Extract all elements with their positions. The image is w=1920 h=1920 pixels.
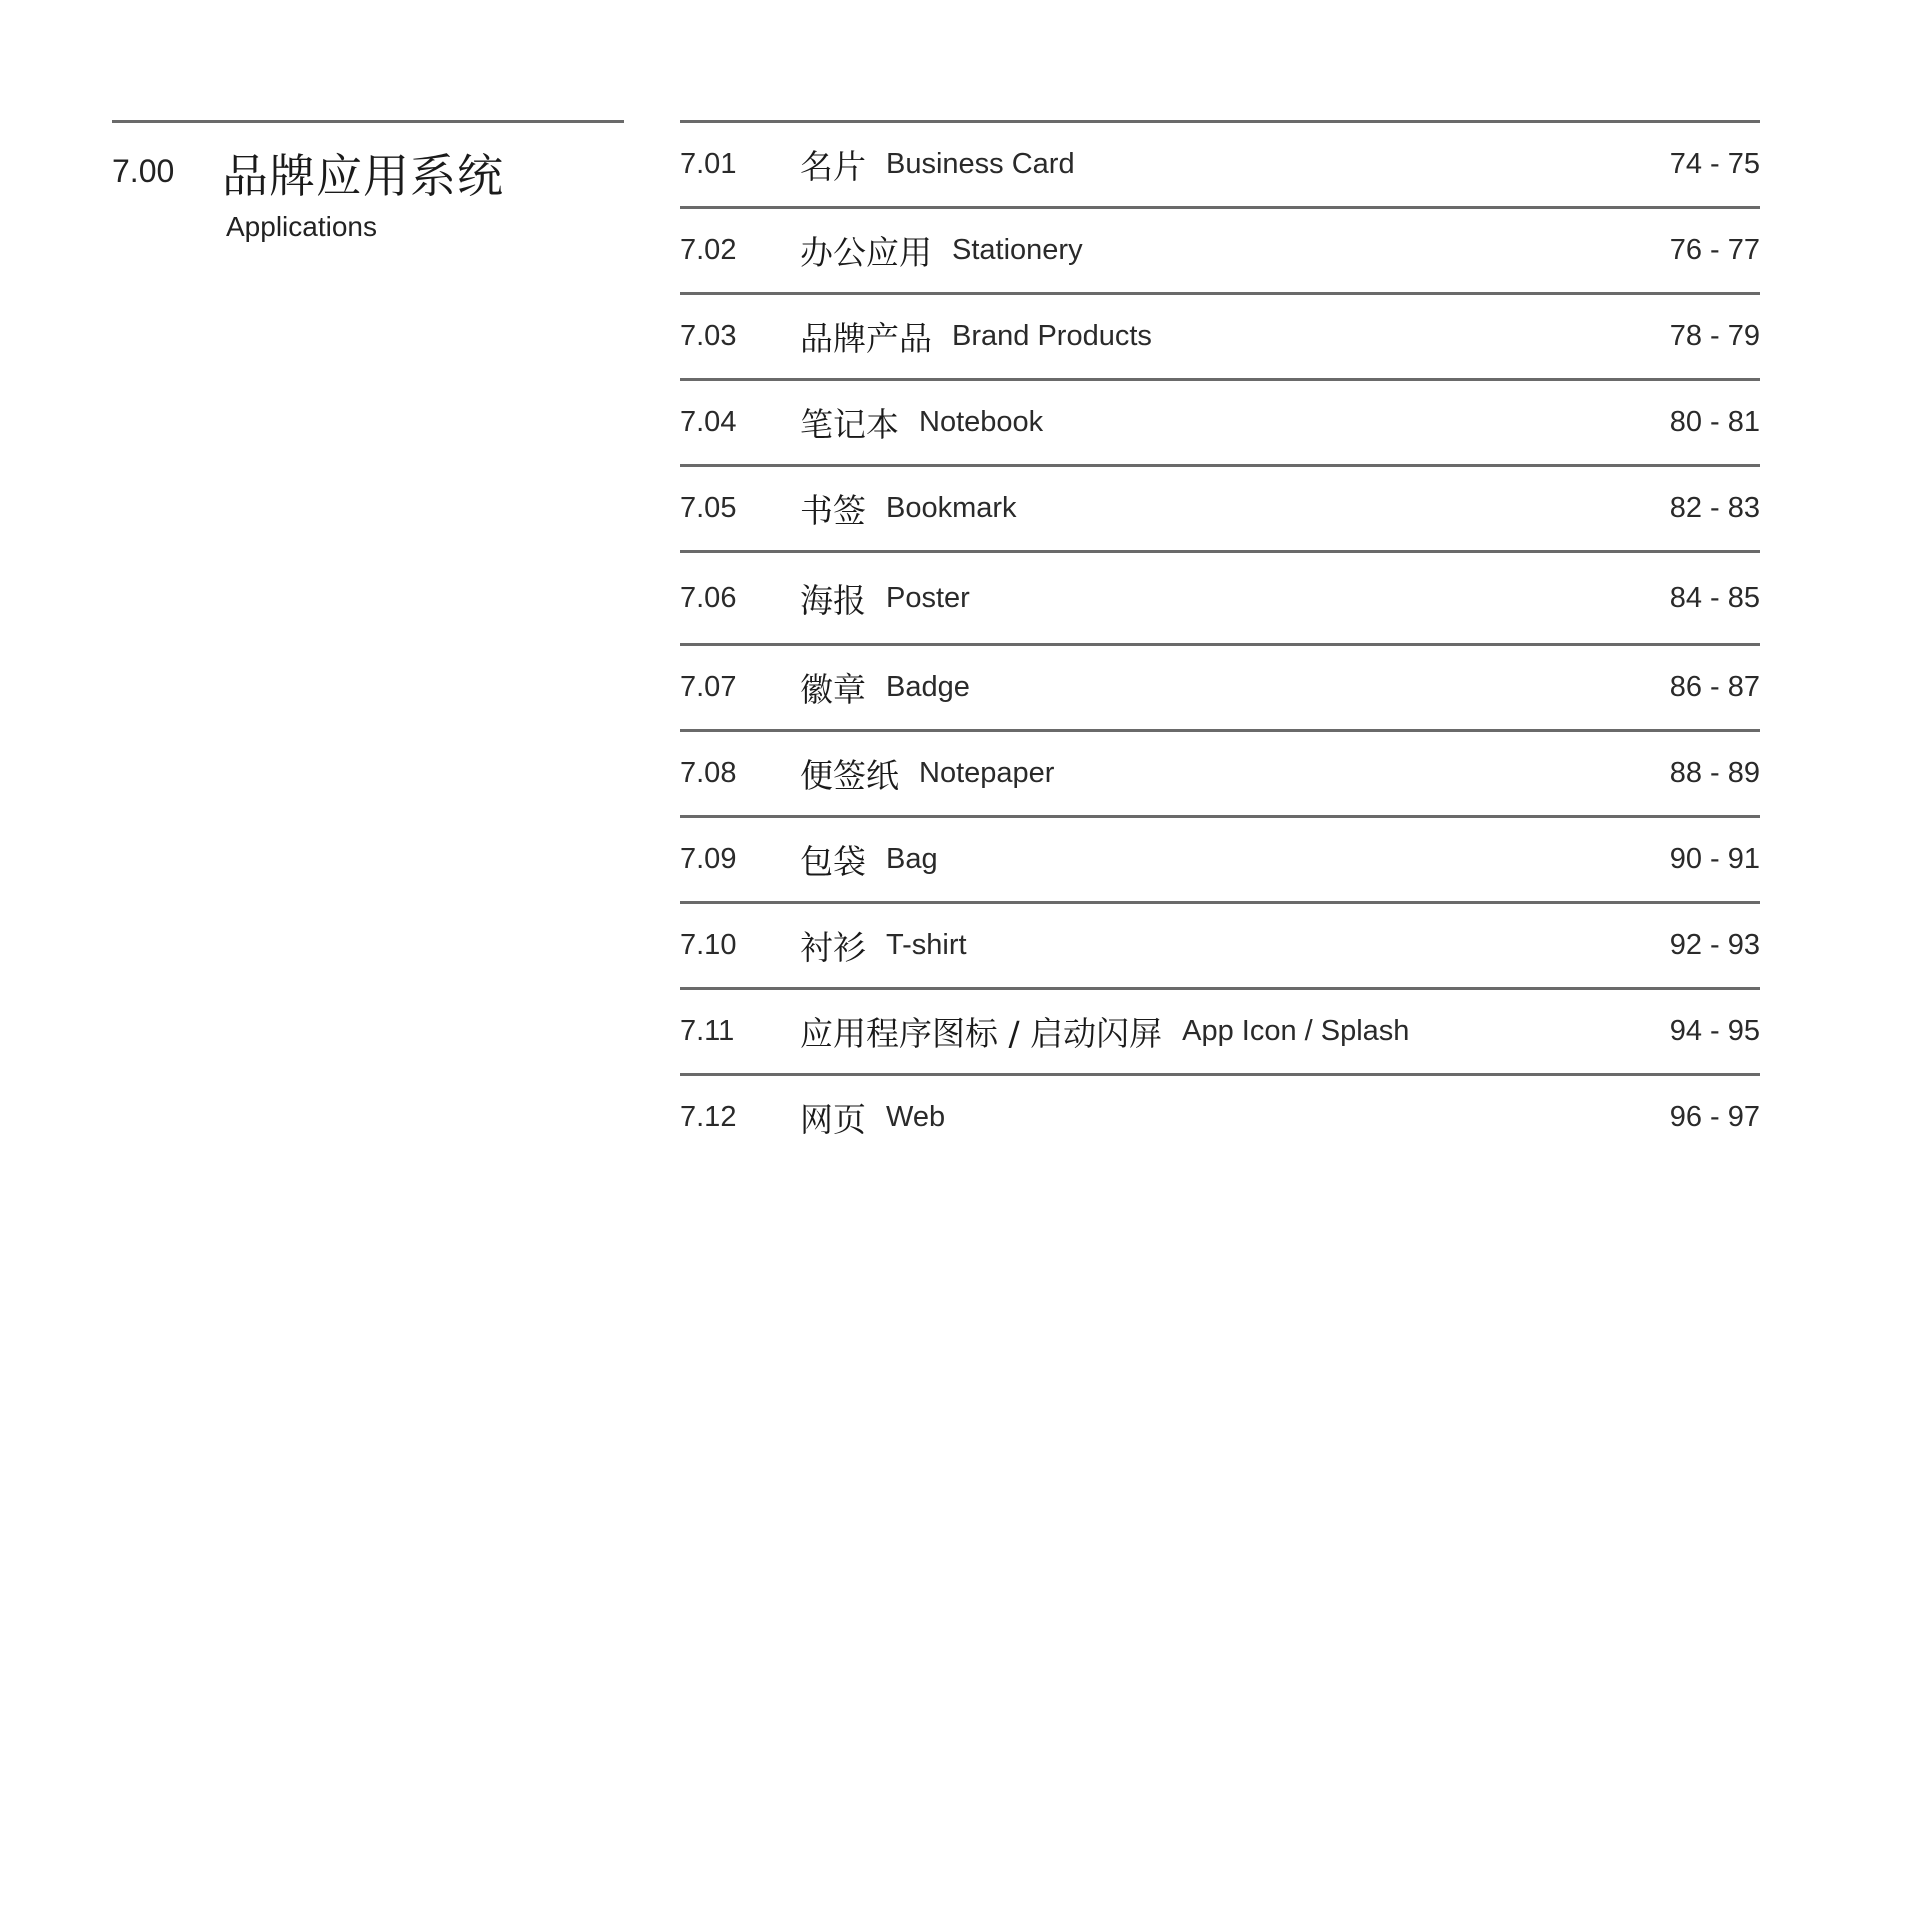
toc-item-pages: 84 - 85 xyxy=(1669,581,1760,614)
toc-item-pages: 92 - 93 xyxy=(1669,929,1760,961)
toc-item-title-zh: 网页 xyxy=(800,1100,866,1139)
toc-item-7-11[interactable] xyxy=(680,990,1760,1076)
toc-item-title-en: T-shirt xyxy=(886,929,967,961)
toc-item-title-zh: 衬衫 xyxy=(800,928,866,967)
toc-item-title-en: Bookmark xyxy=(886,492,1017,524)
toc-item-pages: 76 - 77 xyxy=(1669,234,1760,266)
toc-item-pages: 86 - 87 xyxy=(1669,671,1760,703)
toc-item-title-en: Badge xyxy=(886,671,970,703)
section-heading xyxy=(112,149,624,245)
toc-item-title-zh: 书签 xyxy=(800,491,866,530)
toc-item-pages: 78 - 79 xyxy=(1669,320,1760,352)
toc-item-title-en: Web xyxy=(886,1101,946,1133)
toc-item-pages: 74 - 75 xyxy=(1669,148,1760,180)
toc-item-title-en: Notebook xyxy=(919,406,1044,438)
section-heading-block xyxy=(112,120,624,245)
toc-item-number: 7.10 xyxy=(680,929,737,961)
toc-item-7-12[interactable] xyxy=(680,1076,1760,1159)
table-of-contents xyxy=(680,120,1760,1159)
toc-item-7-02[interactable] xyxy=(680,209,1760,295)
section-title-zh: 品牌应用系统 xyxy=(222,149,504,203)
toc-item-title-en: Notepaper xyxy=(919,757,1055,789)
toc-item-number: 7.05 xyxy=(680,492,737,524)
toc-item-title-en: App Icon / Splash xyxy=(1182,1015,1410,1047)
toc-item-pages: 94 - 95 xyxy=(1669,1015,1760,1047)
toc-item-7-07[interactable] xyxy=(680,646,1760,732)
toc-item-title-zh: 便签纸 xyxy=(800,756,899,795)
toc-item-number: 7.04 xyxy=(680,406,737,438)
toc-item-7-05[interactable] xyxy=(680,467,1760,553)
toc-item-pages: 90 - 91 xyxy=(1669,843,1760,875)
section-titles xyxy=(222,149,504,245)
toc-item-pages: 96 - 97 xyxy=(1669,1101,1760,1133)
toc-item-title-en: Stationery xyxy=(952,234,1083,266)
toc-item-number: 7.09 xyxy=(680,843,737,875)
toc-item-7-01[interactable] xyxy=(680,123,1760,209)
toc-item-pages: 82 - 83 xyxy=(1669,492,1760,524)
toc-item-title-en: Brand Products xyxy=(952,320,1152,352)
section-title-en: Applications xyxy=(226,211,377,242)
section-number: 7.00 xyxy=(112,153,175,189)
toc-item-title-en: Business Card xyxy=(886,148,1075,180)
toc-item-title-zh: 笔记本 xyxy=(800,405,899,444)
toc-item-number: 7.01 xyxy=(680,148,737,180)
toc-item-7-08[interactable] xyxy=(680,732,1760,818)
toc-item-number: 7.03 xyxy=(680,320,737,352)
toc-item-number: 7.06 xyxy=(680,581,737,614)
toc-item-number: 7.02 xyxy=(680,234,737,266)
toc-item-7-10[interactable] xyxy=(680,904,1760,990)
toc-item-number: 7.11 xyxy=(680,1015,735,1047)
toc-item-number: 7.07 xyxy=(680,671,737,703)
toc-item-title-zh: 品牌产品 xyxy=(800,319,932,358)
toc-item-title-en: Poster xyxy=(886,581,970,614)
toc-item-pages: 88 - 89 xyxy=(1669,757,1760,789)
toc-item-title-zh: 应用程序图标 / 启动闪屏 xyxy=(800,1014,1163,1053)
toc-item-pages: 80 - 81 xyxy=(1669,406,1760,438)
toc-item-number: 7.12 xyxy=(680,1101,737,1133)
toc-item-title-zh: 徽章 xyxy=(800,670,866,709)
toc-item-title-zh: 包袋 xyxy=(800,842,866,881)
toc-item-title-en: Bag xyxy=(886,843,938,875)
toc-item-title-zh: 名片 xyxy=(800,147,866,186)
toc-item-title-zh: 办公应用 xyxy=(800,233,932,272)
toc-item-7-03[interactable] xyxy=(680,295,1760,381)
toc-item-number: 7.08 xyxy=(680,757,737,789)
toc-item-title-zh: 海报 xyxy=(800,580,866,620)
toc-item-7-09[interactable] xyxy=(680,818,1760,904)
toc-item-7-04[interactable] xyxy=(680,381,1760,467)
toc-item-7-06[interactable] xyxy=(680,553,1760,646)
